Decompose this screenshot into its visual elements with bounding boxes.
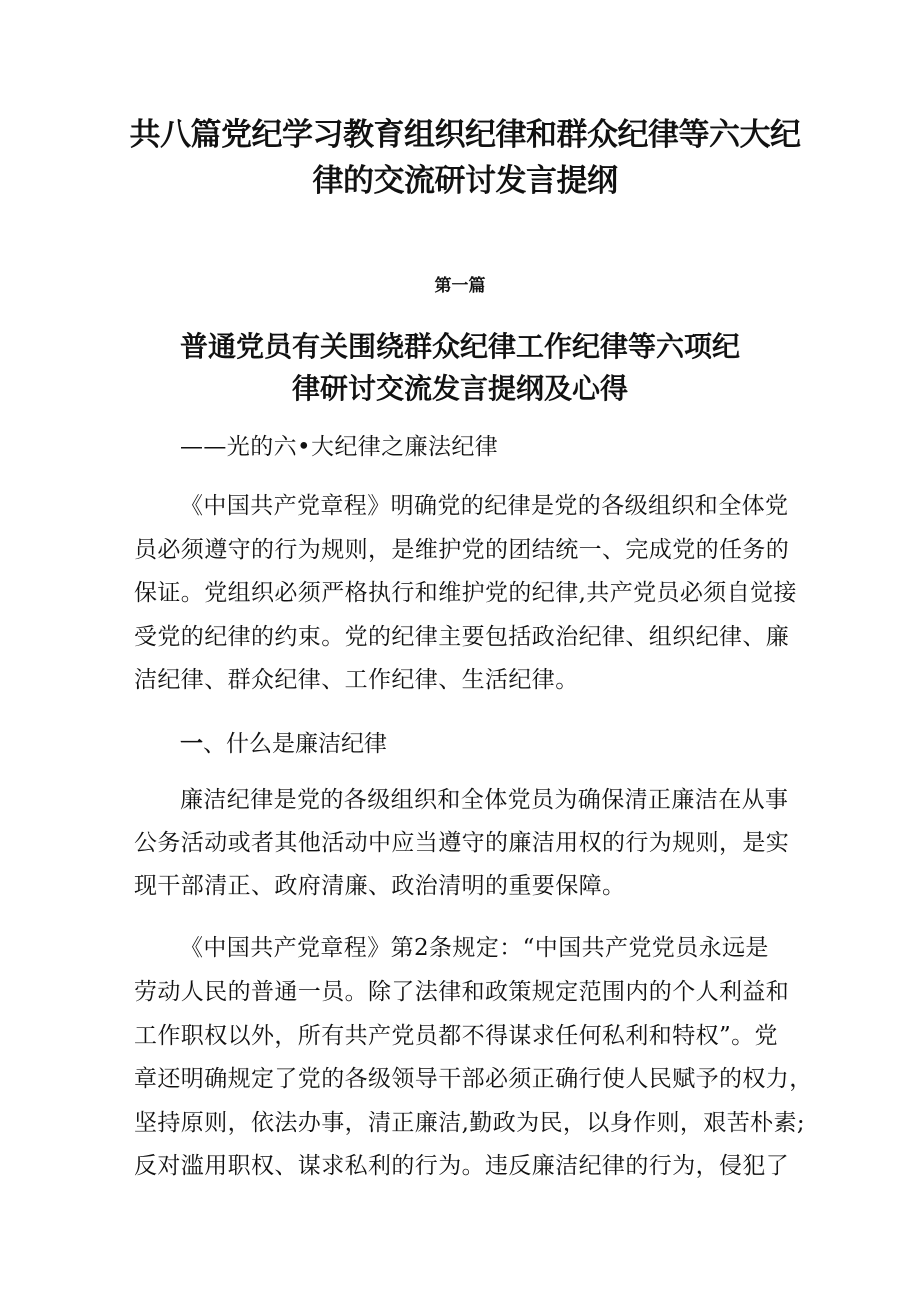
intro-line-1: 《中国共产党章程》明确党的纪律是党的各级组织和全体党: [180, 493, 789, 519]
subtitle-line-2: 律研讨交流发言提纲及心得: [291, 372, 628, 405]
para3-line-6: 反对滥用职权、谋求私利的行为。违反廉洁纪律的行为，侵犯了: [134, 1153, 790, 1179]
intro-line-3: 保证。党组织必须严格执行和维护党的纪律,共产党员必须自觉接: [134, 580, 797, 606]
para2-line-2: 公务活动或者其他活动中应当遵守的廉洁用权的行为规则，是实: [134, 830, 790, 856]
para3-line-4: 章还明确规定了党的各级领导干部必须正确行使人民赋予的权力，: [134, 1066, 813, 1092]
document-title-line-2: 律的交流研讨发言提纲: [312, 163, 618, 199]
byline: ——光的六•大纪律之廉法纪律: [180, 434, 499, 460]
para2-line-1: 廉洁纪律是党的各级组织和全体党员为确保清正廉洁在从事: [180, 787, 789, 813]
section-label: 第一篇: [434, 276, 486, 296]
para3-line-5: 坚持原则，依法办事，清正廉洁,勤政为民，以身作则，艰苦朴素;: [134, 1110, 806, 1136]
para3-line-2: 劳动人民的普通一员。除了法律和政策规定范围内的个人利益和: [134, 979, 790, 1005]
intro-line-5: 洁纪律、群众纪律、工作纪律、生活纪律。: [134, 667, 579, 693]
section-heading-1: [180, 727, 387, 761]
heading-text: 、什么是廉洁纪律: [203, 731, 387, 757]
intro-line-2: 员必须遵守的行为规则，是维护党的团结统一、完成党的任务的: [134, 537, 790, 563]
para2-line-3: 现干部清正、政府清廉、政治清明的重要保障。: [134, 873, 626, 899]
subtitle-line-1: 普通党员有关围绕群众纪律工作纪律等六项纪: [179, 330, 740, 363]
intro-line-4: 受党的纪律的约束。党的纪律主要包括政治纪律、组织纪律、廉: [134, 624, 790, 650]
para3-line-1: 《中国共产党章程》第2条规定：“中国共产党党员永远是: [180, 935, 769, 961]
document-title-line-1: 共八篇党纪学习教育组织纪律和群众纪律等六大纪: [129, 117, 801, 153]
para3-line-3: 工作职权以外，所有共产党员都不得谋求任何私利和特权”。党: [134, 1023, 778, 1049]
heading-number: 一: [180, 731, 203, 757]
